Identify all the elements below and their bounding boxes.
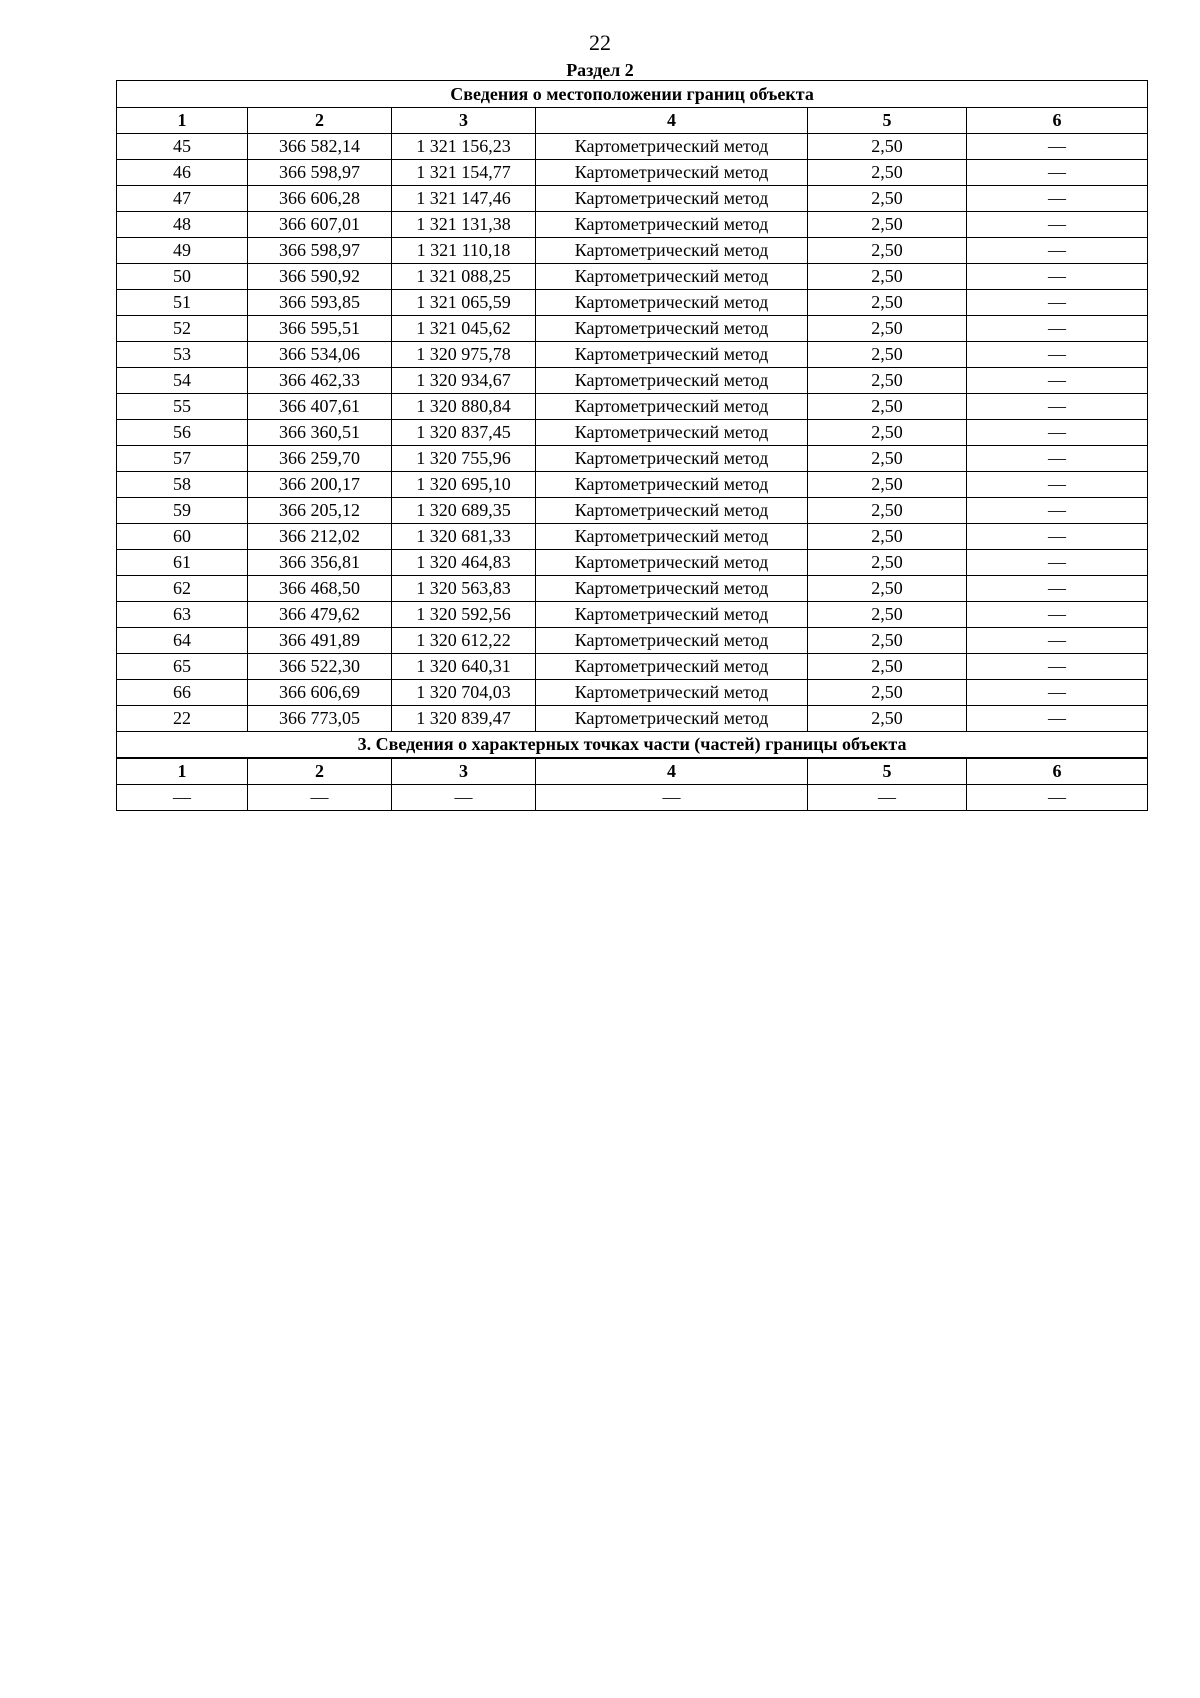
accuracy-cell: 2,50 [808, 212, 967, 238]
point-number-cell: 52 [117, 316, 248, 342]
x-coordinate-cell: — [248, 785, 392, 811]
point-number-cell: 64 [117, 628, 248, 654]
column-number: 2 [248, 108, 392, 134]
description-cell: — [967, 264, 1148, 290]
point-number-cell: 61 [117, 550, 248, 576]
point-number-cell: 58 [117, 472, 248, 498]
table-row [117, 472, 1148, 498]
description-cell: — [967, 628, 1148, 654]
point-number-cell: 56 [117, 420, 248, 446]
table-caption: Сведения о местоположении границ объекта [117, 81, 1148, 108]
method-cell: Картометрический метод [536, 628, 808, 654]
column-number: 6 [967, 758, 1148, 785]
table-row [117, 316, 1148, 342]
accuracy-cell: 2,50 [808, 446, 967, 472]
y-coordinate-cell: 1 321 045,62 [392, 316, 536, 342]
table-row [117, 680, 1148, 706]
y-coordinate-cell: 1 320 975,78 [392, 342, 536, 368]
accuracy-cell: 2,50 [808, 576, 967, 602]
y-coordinate-cell: 1 320 681,33 [392, 524, 536, 550]
description-cell: — [967, 394, 1148, 420]
method-cell: Картометрический метод [536, 264, 808, 290]
column-number: 1 [117, 758, 248, 785]
accuracy-cell: — [808, 785, 967, 811]
column-number: 4 [536, 758, 808, 785]
x-coordinate-cell: 366 606,28 [248, 186, 392, 212]
y-coordinate-cell: 1 321 154,77 [392, 160, 536, 186]
accuracy-cell: 2,50 [808, 654, 967, 680]
x-coordinate-cell: 366 205,12 [248, 498, 392, 524]
x-coordinate-cell: 366 200,17 [248, 472, 392, 498]
description-cell: — [967, 160, 1148, 186]
point-number-cell: 62 [117, 576, 248, 602]
x-coordinate-cell: 366 212,02 [248, 524, 392, 550]
description-cell: — [967, 550, 1148, 576]
x-coordinate-cell: 366 582,14 [248, 134, 392, 160]
y-coordinate-cell: — [392, 785, 536, 811]
table-row [117, 238, 1148, 264]
page-number: 22 [589, 30, 611, 55]
accuracy-cell: 2,50 [808, 420, 967, 446]
accuracy-cell: 2,50 [808, 550, 967, 576]
x-coordinate-cell: 366 590,92 [248, 264, 392, 290]
point-number-cell: 49 [117, 238, 248, 264]
x-coordinate-cell: 366 468,50 [248, 576, 392, 602]
method-cell: Картометрический метод [536, 160, 808, 186]
accuracy-cell: 2,50 [808, 290, 967, 316]
point-number-cell: 55 [117, 394, 248, 420]
accuracy-cell: 2,50 [808, 316, 967, 342]
column-number: 3 [392, 108, 536, 134]
accuracy-cell: 2,50 [808, 134, 967, 160]
accuracy-cell: 2,50 [808, 342, 967, 368]
description-cell: — [967, 420, 1148, 446]
x-coordinate-cell: 366 360,51 [248, 420, 392, 446]
y-coordinate-cell: 1 320 464,83 [392, 550, 536, 576]
x-coordinate-cell: 366 534,06 [248, 342, 392, 368]
point-number-cell: 60 [117, 524, 248, 550]
description-cell: — [967, 368, 1148, 394]
y-coordinate-cell: 1 320 880,84 [392, 394, 536, 420]
column-number-row [117, 758, 1148, 785]
table-row [117, 628, 1148, 654]
point-number-cell: 57 [117, 446, 248, 472]
point-number-cell: 63 [117, 602, 248, 628]
method-cell: Картометрический метод [536, 420, 808, 446]
section-title: Раздел 2 [566, 60, 634, 80]
description-cell: — [967, 602, 1148, 628]
description-cell: — [967, 238, 1148, 264]
column-number: 6 [967, 108, 1148, 134]
table-row [117, 368, 1148, 394]
y-coordinate-cell: 1 321 110,18 [392, 238, 536, 264]
x-coordinate-cell: 366 491,89 [248, 628, 392, 654]
accuracy-cell: 2,50 [808, 524, 967, 550]
x-coordinate-cell: 366 606,69 [248, 680, 392, 706]
table-row [117, 342, 1148, 368]
description-cell: — [967, 342, 1148, 368]
y-coordinate-cell: 1 320 640,31 [392, 654, 536, 680]
point-number-cell: 53 [117, 342, 248, 368]
method-cell: Картометрический метод [536, 134, 808, 160]
x-coordinate-cell: 366 595,51 [248, 316, 392, 342]
accuracy-cell: 2,50 [808, 264, 967, 290]
method-cell: Картометрический метод [536, 602, 808, 628]
method-cell: Картометрический метод [536, 394, 808, 420]
method-cell: Картометрический метод [536, 498, 808, 524]
point-number-cell: 51 [117, 290, 248, 316]
x-coordinate-cell: 366 598,97 [248, 160, 392, 186]
table-row [117, 550, 1148, 576]
table-row [117, 706, 1148, 732]
table-row [117, 602, 1148, 628]
table-row [117, 134, 1148, 160]
point-number-cell: 65 [117, 654, 248, 680]
method-cell: Картометрический метод [536, 316, 808, 342]
table-row [117, 160, 1148, 186]
point-number-cell: 45 [117, 134, 248, 160]
y-coordinate-cell: 1 321 088,25 [392, 264, 536, 290]
point-number-cell: 50 [117, 264, 248, 290]
method-cell: Картометрический метод [536, 576, 808, 602]
method-cell: Картометрический метод [536, 550, 808, 576]
description-cell: — [967, 186, 1148, 212]
x-coordinate-cell: 366 522,30 [248, 654, 392, 680]
method-cell: Картометрический метод [536, 238, 808, 264]
method-cell: Картометрический метод [536, 290, 808, 316]
description-cell: — [967, 472, 1148, 498]
y-coordinate-cell: 1 321 131,38 [392, 212, 536, 238]
table-row [117, 394, 1148, 420]
table-row [117, 446, 1148, 472]
accuracy-cell: 2,50 [808, 628, 967, 654]
method-cell: Картометрический метод [536, 212, 808, 238]
description-cell: — [967, 446, 1148, 472]
x-coordinate-cell: 366 593,85 [248, 290, 392, 316]
accuracy-cell: 2,50 [808, 498, 967, 524]
table-row [117, 212, 1148, 238]
table-row [117, 498, 1148, 524]
description-cell: — [967, 654, 1148, 680]
y-coordinate-cell: 1 320 689,35 [392, 498, 536, 524]
accuracy-cell: 2,50 [808, 160, 967, 186]
x-coordinate-cell: 366 607,01 [248, 212, 392, 238]
description-cell: — [967, 134, 1148, 160]
accuracy-cell: 2,50 [808, 238, 967, 264]
method-cell: Картометрический метод [536, 342, 808, 368]
table-caption-parts: 3. Сведения о характерных точках части (частей) границы объекта [117, 732, 1148, 759]
column-number: 4 [536, 108, 808, 134]
point-number-cell: 22 [117, 706, 248, 732]
description-cell: — [967, 316, 1148, 342]
method-cell: Картометрический метод [536, 524, 808, 550]
x-coordinate-cell: 366 598,97 [248, 238, 392, 264]
y-coordinate-cell: 1 320 695,10 [392, 472, 536, 498]
y-coordinate-cell: 1 320 755,96 [392, 446, 536, 472]
table-row [117, 785, 1148, 811]
method-cell: Картометрический метод [536, 654, 808, 680]
column-number-row [117, 108, 1148, 134]
table-row [117, 290, 1148, 316]
description-cell: — [967, 524, 1148, 550]
table-row [117, 654, 1148, 680]
accuracy-cell: 2,50 [808, 706, 967, 732]
column-number: 5 [808, 108, 967, 134]
accuracy-cell: 2,50 [808, 472, 967, 498]
accuracy-cell: 2,50 [808, 368, 967, 394]
accuracy-cell: 2,50 [808, 602, 967, 628]
table-caption-row [117, 81, 1148, 108]
description-cell: — [967, 576, 1148, 602]
x-coordinate-cell: 366 259,70 [248, 446, 392, 472]
column-number: 1 [117, 108, 248, 134]
accuracy-cell: 2,50 [808, 394, 967, 420]
table-caption-row [117, 732, 1148, 759]
x-coordinate-cell: 366 356,81 [248, 550, 392, 576]
table-row [117, 264, 1148, 290]
method-cell: Картометрический метод [536, 186, 808, 212]
table-row [117, 576, 1148, 602]
x-coordinate-cell: 366 773,05 [248, 706, 392, 732]
method-cell: Картометрический метод [536, 446, 808, 472]
point-number-cell: 66 [117, 680, 248, 706]
y-coordinate-cell: 1 320 592,56 [392, 602, 536, 628]
table-row [117, 420, 1148, 446]
table-body [117, 81, 1148, 811]
x-coordinate-cell: 366 479,62 [248, 602, 392, 628]
method-cell: Картометрический метод [536, 680, 808, 706]
y-coordinate-cell: 1 321 156,23 [392, 134, 536, 160]
y-coordinate-cell: 1 321 065,59 [392, 290, 536, 316]
point-number-cell: 48 [117, 212, 248, 238]
description-cell: — [967, 212, 1148, 238]
x-coordinate-cell: 366 407,61 [248, 394, 392, 420]
method-cell: Картометрический метод [536, 472, 808, 498]
y-coordinate-cell: 1 321 147,46 [392, 186, 536, 212]
method-cell: — [536, 785, 808, 811]
description-cell: — [967, 498, 1148, 524]
column-number: 5 [808, 758, 967, 785]
point-number-cell: 54 [117, 368, 248, 394]
y-coordinate-cell: 1 320 839,47 [392, 706, 536, 732]
column-number: 3 [392, 758, 536, 785]
table-row [117, 524, 1148, 550]
boundary-coordinates-table [116, 80, 1148, 811]
description-cell: — [967, 290, 1148, 316]
point-number-cell: — [117, 785, 248, 811]
y-coordinate-cell: 1 320 612,22 [392, 628, 536, 654]
y-coordinate-cell: 1 320 934,67 [392, 368, 536, 394]
point-number-cell: 46 [117, 160, 248, 186]
point-number-cell: 47 [117, 186, 248, 212]
method-cell: Картометрический метод [536, 706, 808, 732]
column-number: 2 [248, 758, 392, 785]
table-row [117, 186, 1148, 212]
accuracy-cell: 2,50 [808, 680, 967, 706]
y-coordinate-cell: 1 320 837,45 [392, 420, 536, 446]
y-coordinate-cell: 1 320 704,03 [392, 680, 536, 706]
y-coordinate-cell: 1 320 563,83 [392, 576, 536, 602]
x-coordinate-cell: 366 462,33 [248, 368, 392, 394]
description-cell: — [967, 706, 1148, 732]
description-cell: — [967, 680, 1148, 706]
point-number-cell: 59 [117, 498, 248, 524]
description-cell: — [967, 785, 1148, 811]
method-cell: Картометрический метод [536, 368, 808, 394]
accuracy-cell: 2,50 [808, 186, 967, 212]
